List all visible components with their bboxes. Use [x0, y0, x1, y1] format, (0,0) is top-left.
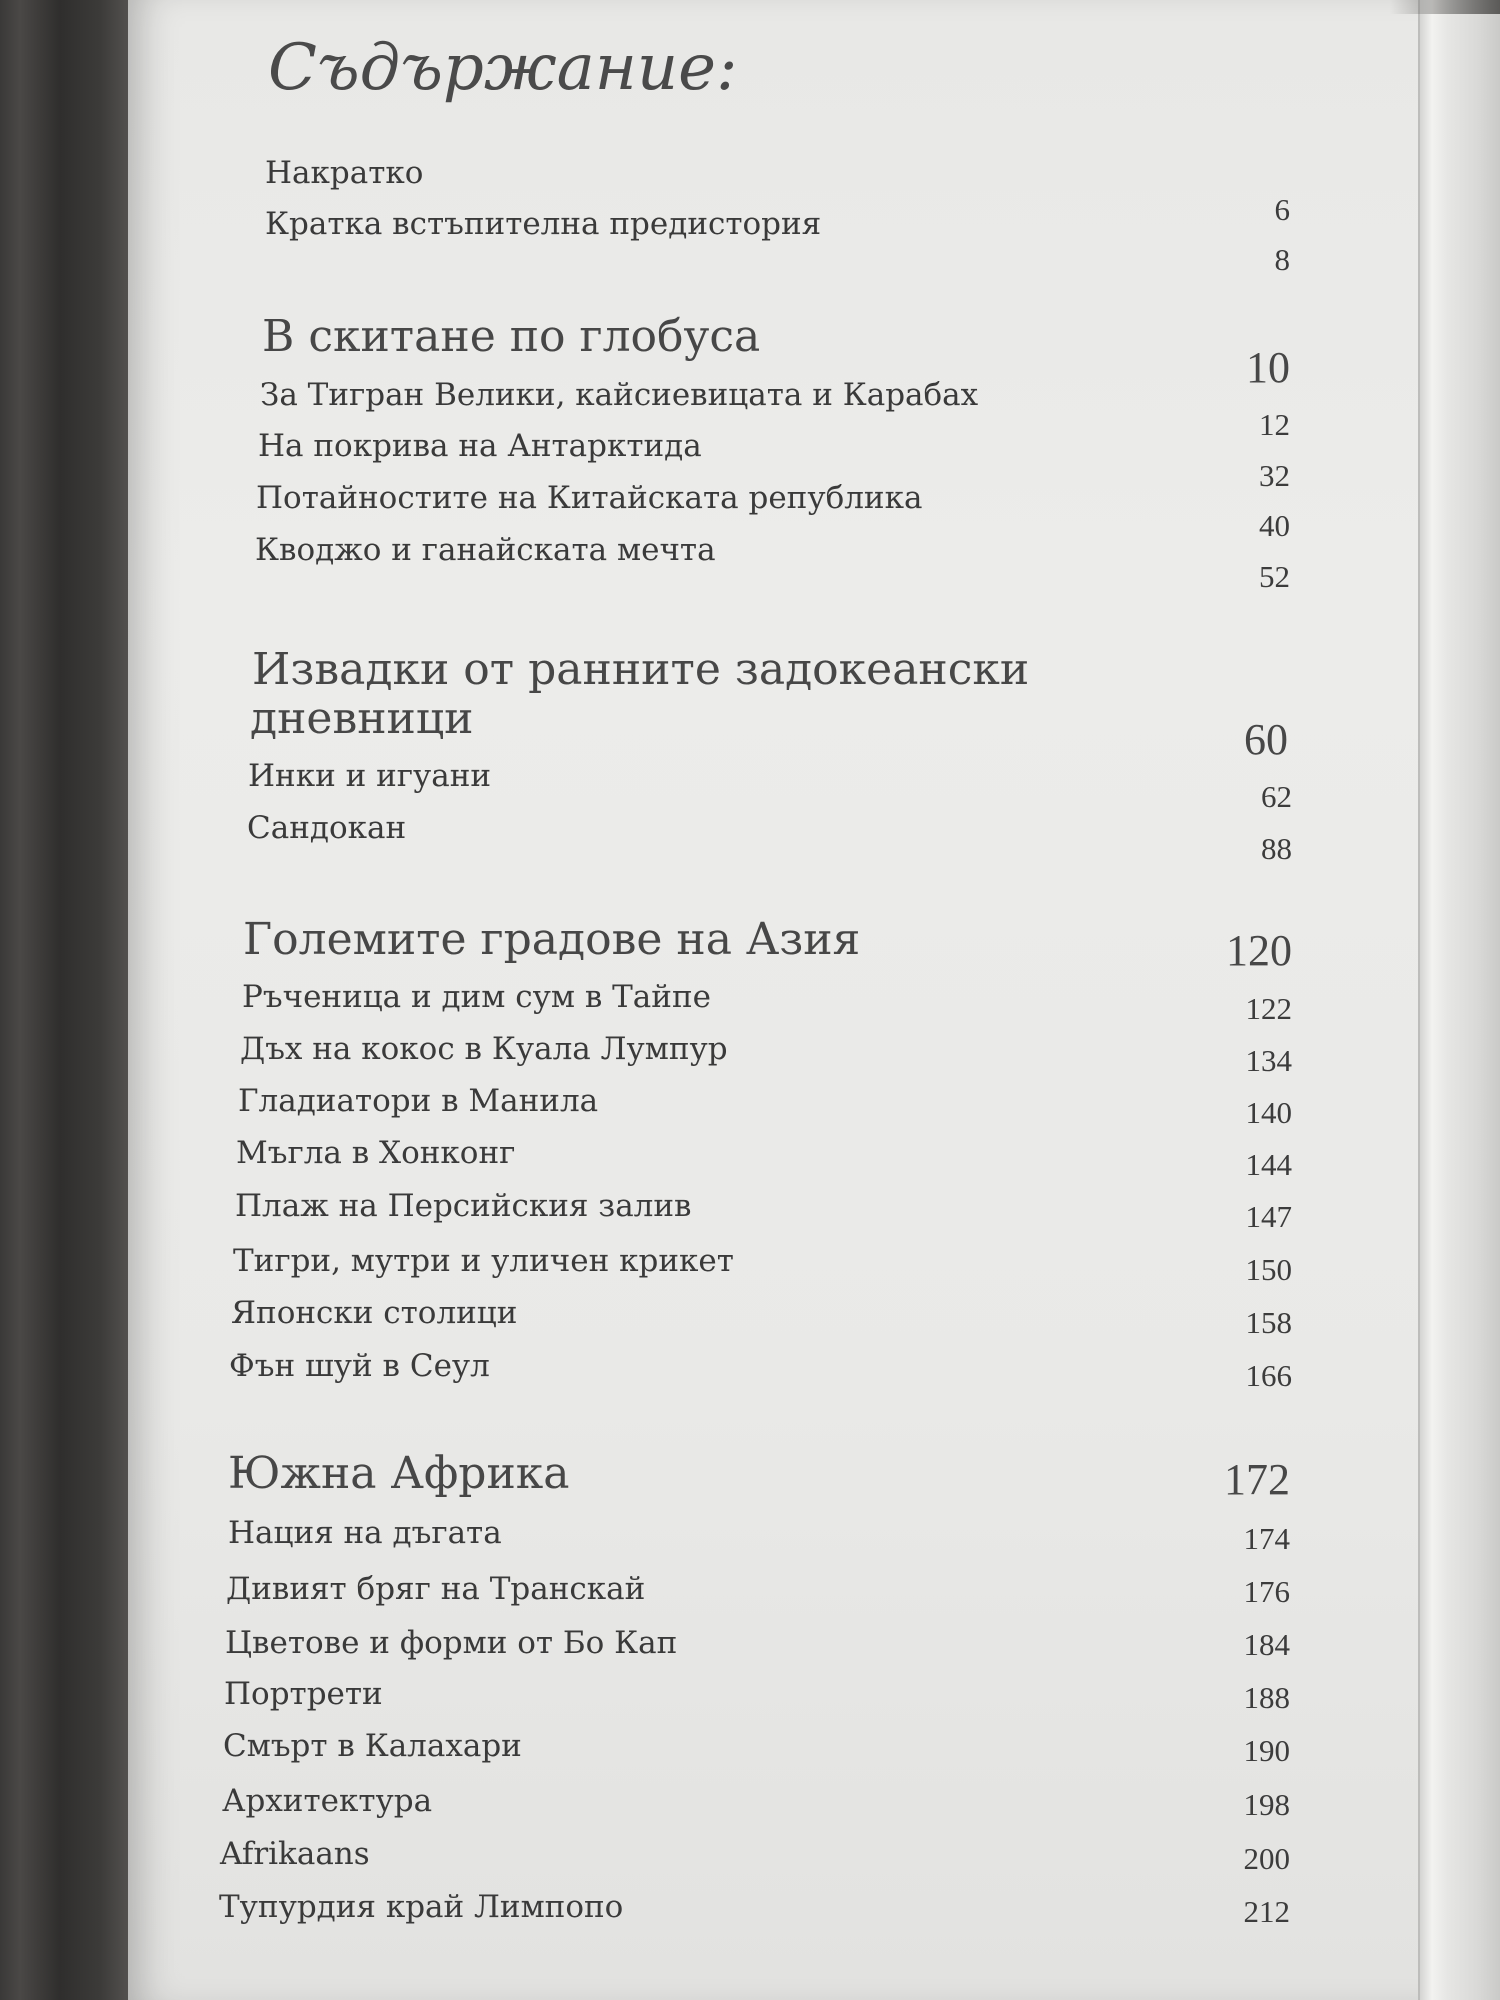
toc-entry-label: Ръченица и дим сум в Тайпе — [242, 979, 711, 1015]
toc-entry-page: 8 — [1274, 242, 1290, 277]
toc-entry-page: 198 — [1243, 1787, 1290, 1822]
toc-entry-page: 188 — [1243, 1680, 1290, 1715]
toc-entry-label: На покрива на Антарктида — [258, 428, 702, 464]
corner-shadow — [1390, 0, 1500, 14]
toc-entry-page: 147 — [1245, 1199, 1292, 1234]
toc-entry-page: 88 — [1261, 831, 1292, 866]
toc-entry-page: 200 — [1243, 1841, 1290, 1876]
toc-entry-label: Afrikaans — [220, 1836, 370, 1872]
toc-entry-label: Портрети — [224, 1676, 383, 1712]
toc-entry-page: 184 — [1243, 1627, 1290, 1662]
toc-entry-page: 6 — [1274, 192, 1290, 227]
toc-entry-label: Накратко — [265, 155, 424, 191]
toc-entry-page: 140 — [1245, 1095, 1292, 1130]
toc-entry-page: 134 — [1245, 1043, 1292, 1078]
toc-title: Съдържание: — [268, 31, 738, 105]
toc-entry-page: 32 — [1259, 458, 1290, 493]
toc-entry-label: Плаж на Персийския залив — [235, 1188, 692, 1224]
toc-entry-label: Мъгла в Хонконг — [236, 1135, 516, 1171]
toc-entry-page: 150 — [1245, 1252, 1292, 1287]
toc-entry-label: Тупурдия край Лимпопо — [219, 1889, 624, 1925]
toc-entry-page: 12 — [1259, 407, 1290, 442]
toc-entry-label: Кводжо и ганайската мечта — [255, 532, 716, 568]
toc-entry-label: За Тигран Велики, кайсиевицата и Карабах — [260, 377, 979, 413]
toc-entry-label: Гладиатори в Манила — [238, 1083, 599, 1119]
section-title: Южна Африка — [228, 1448, 570, 1499]
toc-entry-page: 166 — [1245, 1358, 1292, 1393]
toc-entry-label: Нация на дъгата — [228, 1515, 502, 1551]
toc-entry-label: Дивият бряг на Транскай — [226, 1571, 646, 1607]
toc-entry-page: 52 — [1259, 559, 1290, 594]
toc-entry-page: 158 — [1245, 1305, 1292, 1340]
toc-entry-label: Инки и игуани — [248, 758, 492, 794]
section-title: В скитане по глобуса — [262, 311, 761, 362]
toc-entry-label: Японски столици — [231, 1295, 518, 1331]
toc-entry-label: Тигри, мутри и уличен крикет — [233, 1243, 734, 1279]
toc-entry-label: Смърт в Калахари — [223, 1728, 522, 1764]
section-page: 172 — [1224, 1455, 1290, 1504]
page-edge — [1418, 0, 1500, 2000]
toc-entry-label: Цветове и форми от Бо Кап — [225, 1625, 678, 1661]
toc-entry-label: Кратка встъпителна предистория — [265, 206, 822, 242]
section-page: 60 — [1244, 715, 1288, 764]
toc-entry-label: Сандокан — [247, 810, 407, 846]
section-title: Големите градове на Азия — [243, 914, 861, 965]
section-title-line2: дневници — [250, 693, 474, 744]
toc-entry-label: Архитектура — [222, 1783, 433, 1819]
toc-entry-page: 40 — [1259, 508, 1290, 543]
page-edge-line — [1418, 0, 1420, 2000]
toc-entry-page: 176 — [1243, 1574, 1290, 1609]
toc-entry-page: 174 — [1243, 1521, 1290, 1556]
section-title: Извадки от ранните задокеански — [252, 644, 1030, 695]
toc-entry-page: 190 — [1243, 1733, 1290, 1768]
toc-entry-page: 62 — [1261, 779, 1292, 814]
section-page: 120 — [1226, 926, 1292, 975]
toc-entry-label: Дъх на кокос в Куала Лумпур — [240, 1031, 728, 1067]
toc-entry-page: 144 — [1245, 1147, 1292, 1182]
toc-entry-page: 122 — [1245, 991, 1292, 1026]
toc-entry-label: Потайностите на Китайската република — [256, 480, 923, 516]
toc-entry-label: Фън шуй в Сеул — [229, 1348, 490, 1384]
toc-entry-page: 212 — [1243, 1894, 1290, 1929]
section-page: 10 — [1246, 343, 1290, 392]
